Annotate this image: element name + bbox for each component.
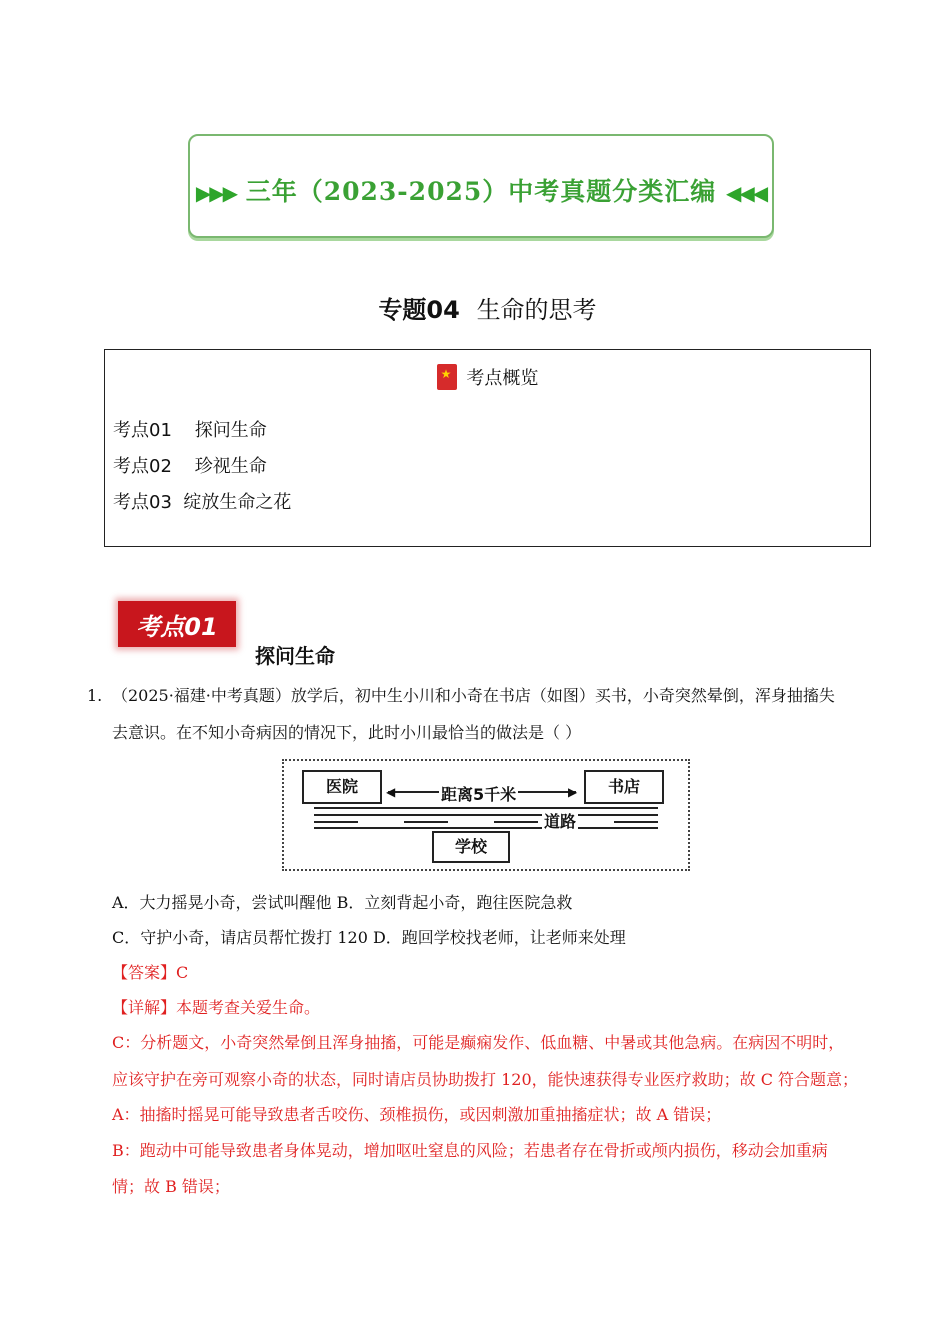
- map-diagram: [282, 759, 690, 871]
- bookstore-box: 书店: [584, 770, 664, 804]
- road-line-bottom: [314, 827, 658, 829]
- arrow-right-icon: ▶: [568, 785, 578, 799]
- school-box: 学校: [432, 831, 510, 863]
- explanation-c-line2: 应该守护在旁可观察小奇的状态，同时请店员协助拨打 120，能快速获得专业医疗救助；故 C 符合题意；: [112, 1070, 859, 1089]
- road-label: 道路: [542, 809, 578, 832]
- options-row-1: A．大力摇晃小奇，尝试叫醒他 B．立刻背起小奇，跑往医院急救: [112, 893, 573, 912]
- page-title-sub: 生命的思考: [476, 296, 597, 324]
- road-dash: [614, 821, 658, 823]
- question-stem-line1: （2025·福建·中考真题）放学后，初中生小川和小奇在书店（如图）买书，小奇突然晕倒，浑身抽搐失: [112, 686, 835, 705]
- road-dash: [494, 821, 538, 823]
- arrow-left-icon: ◀: [386, 785, 396, 799]
- page-title-main: 专题04: [378, 296, 460, 324]
- section-title: 探问生命: [255, 644, 335, 668]
- distance-label: 距离5千米: [439, 782, 518, 805]
- banner-text: 三年（2023-2025）中考真题分类汇编: [245, 177, 717, 206]
- hospital-box: 医院: [302, 770, 382, 804]
- road-line-top2: [314, 814, 658, 816]
- road-dash: [404, 821, 448, 823]
- overview-item: 考点02 珍视生命: [113, 456, 267, 477]
- question-number: 1.: [87, 686, 103, 705]
- road-line-top: [314, 807, 658, 809]
- section-badge: 考点01: [118, 601, 236, 647]
- answer-line: 【答案】C: [112, 963, 189, 982]
- explanation-a-line: A：抽搐时摇晃可能导致患者舌咬伤、颈椎损伤，或因刺激加重抽搐症状；故 A 错误；: [112, 1105, 722, 1124]
- overview-item: 考点01 探问生命: [113, 420, 267, 441]
- overview-heading-row: [105, 364, 870, 390]
- overview-item: 考点03 绽放生命之花: [113, 492, 292, 513]
- banner-right-arrows-icon: ◀◀◀: [725, 181, 767, 205]
- banner-text-row: [190, 172, 772, 208]
- question-stem-line2: 去意识。在不知小奇病因的情况下，此时小川最恰当的做法是（ ）: [112, 723, 582, 742]
- explanation-b-line1: B：跑动中可能导致患者身体晃动，增加呕吐窒息的风险；若患者存在骨折或颅内损伤，移动会加重病: [112, 1141, 828, 1160]
- explanation-c-line1: C：分析题文，小奇突然晕倒且浑身抽搐，可能是癫痫发作、低血糖、中暑或其他急病。在病因不明时，: [112, 1033, 845, 1052]
- options-row-2: C．守护小奇，请店员帮忙拨打 120 D．跑回学校找老师，让老师来处理: [112, 928, 626, 947]
- book-icon: [437, 364, 457, 390]
- overview-heading: 考点概览: [466, 368, 539, 389]
- overview-box: [104, 349, 871, 547]
- page-title: [0, 290, 950, 325]
- road-dash: [314, 821, 358, 823]
- explanation-b-line2: 情；故 B 错误；: [112, 1177, 230, 1196]
- detail-line: 【详解】本题考查关爱生命。: [112, 998, 321, 1017]
- title-banner: [188, 134, 774, 238]
- banner-left-arrows-icon: ▶▶▶: [195, 181, 236, 205]
